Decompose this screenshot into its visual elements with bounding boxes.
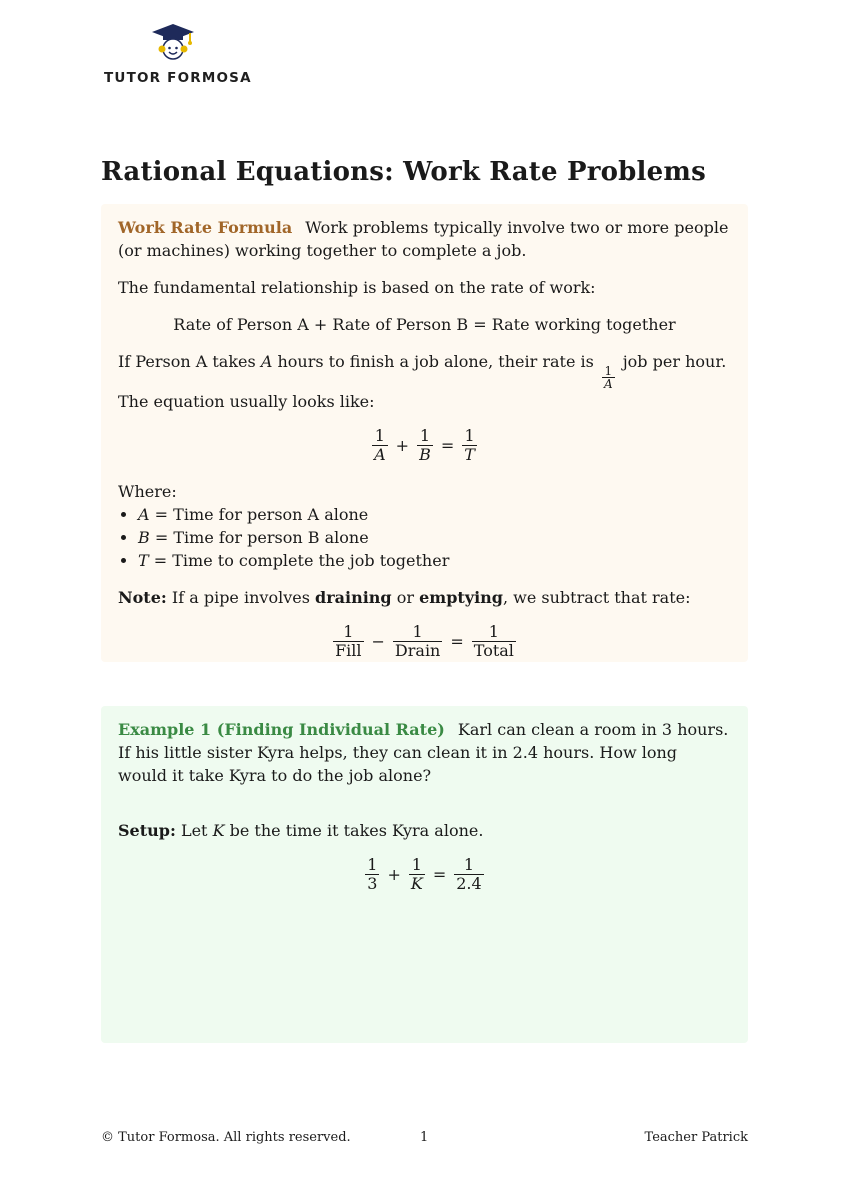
numerator: 1 bbox=[419, 426, 431, 445]
var-desc: = Time to complete the job together bbox=[153, 551, 450, 570]
rate-explanation bbox=[118, 350, 731, 413]
note-text: If a pipe involves bbox=[171, 588, 310, 607]
var-desc: = Time for person B alone bbox=[154, 528, 369, 547]
note-label: Note: bbox=[118, 588, 167, 607]
drain-equation bbox=[118, 623, 731, 660]
rate-fraction-numerator: 1 bbox=[604, 364, 613, 378]
denominator: 2.4 bbox=[456, 874, 482, 893]
rate-fraction bbox=[602, 365, 615, 390]
footer-author: Teacher Patrick bbox=[644, 1130, 748, 1145]
denominator: Total bbox=[473, 641, 514, 660]
logo-text: TUTOR FORMOSA bbox=[104, 70, 252, 86]
note-bold: draining bbox=[315, 588, 392, 607]
denominator: 3 bbox=[367, 874, 378, 893]
numerator: 1 bbox=[463, 855, 475, 874]
formula-intro-text: Work problems typically involve two or more people (or machines) working together to complete a job. bbox=[118, 218, 729, 260]
rate-fraction-denominator: A bbox=[603, 377, 613, 391]
numerator: 1 bbox=[411, 855, 422, 874]
var-symbol: A bbox=[138, 505, 150, 524]
numerator: 1 bbox=[343, 622, 354, 641]
example-problem bbox=[118, 718, 731, 787]
where-label: Where: bbox=[118, 482, 177, 501]
denominator: T bbox=[464, 445, 475, 464]
denominator: A bbox=[374, 445, 386, 464]
denominator: K bbox=[410, 874, 423, 893]
example-problem-text: Karl can clean a room in 3 hours. If his little sister Kyra helps, they can clean it in 2.4 hours. How long would it take Kyra to do the job alone? bbox=[118, 720, 729, 785]
numerator: 1 bbox=[374, 426, 385, 445]
setup-text: be the time it takes Kyra alone. bbox=[229, 821, 484, 840]
setup-label: Setup: bbox=[118, 821, 176, 840]
rate-text-after: job per hour. The equation usually looks like: bbox=[118, 352, 727, 411]
note bbox=[118, 586, 731, 609]
numerator: 1 bbox=[464, 426, 475, 445]
fraction-one-over-total bbox=[472, 623, 516, 660]
page-number: 1 bbox=[420, 1130, 429, 1145]
denominator: Drain bbox=[394, 641, 441, 660]
rate-text-mid: hours to finish a job alone, their rate is bbox=[277, 352, 594, 371]
numerator: 1 bbox=[367, 855, 378, 874]
variable-list bbox=[118, 503, 731, 572]
plus-sign: + bbox=[387, 865, 401, 884]
rate-equation: Rate of Person A + Rate of Person B = Rate working together bbox=[173, 315, 676, 334]
var-symbol: B bbox=[138, 528, 150, 547]
page-title: Rational Equations: Work Rate Problems bbox=[101, 157, 706, 187]
rate-text-before: If Person A takes bbox=[118, 352, 256, 371]
graduation-cap-mascot-icon bbox=[150, 22, 196, 62]
setup-text: Let bbox=[180, 821, 208, 840]
setup bbox=[118, 819, 731, 842]
denominator: Fill bbox=[335, 641, 362, 660]
equals-sign: = bbox=[440, 436, 455, 455]
list-item bbox=[138, 526, 731, 549]
denominator: B bbox=[419, 445, 431, 464]
note-text: or bbox=[396, 588, 414, 607]
fraction-one-over-drain bbox=[393, 623, 442, 660]
fraction-one-over-b bbox=[417, 427, 433, 464]
example-box-title: Example 1 (Finding Individual Rate) bbox=[118, 720, 445, 739]
logo bbox=[100, 22, 260, 92]
formula-box-title: Work Rate Formula bbox=[118, 218, 293, 237]
formula-intro bbox=[118, 216, 731, 262]
work-rate-formula-box bbox=[101, 204, 748, 662]
rate-var: A bbox=[260, 352, 273, 371]
list-item bbox=[138, 503, 731, 526]
note-text: , we subtract that rate: bbox=[502, 588, 691, 607]
fraction-one-over-a bbox=[372, 427, 388, 464]
fundamental-text: The fundamental relationship is based on the rate of work: bbox=[118, 278, 596, 297]
equals-sign: = bbox=[432, 865, 447, 884]
fraction-one-over-total bbox=[454, 856, 483, 893]
minus-sign: − bbox=[371, 632, 385, 651]
main-equation bbox=[118, 427, 731, 464]
var-symbol: T bbox=[138, 551, 149, 570]
setup-var: K bbox=[212, 821, 225, 840]
fraction-one-over-fill bbox=[333, 623, 363, 660]
equals-sign: = bbox=[450, 632, 464, 651]
example-equation bbox=[118, 856, 731, 893]
var-desc: = Time for person A alone bbox=[154, 505, 369, 524]
footer-copyright: © Tutor Formosa. All rights reserved. bbox=[101, 1130, 351, 1145]
fraction-one-over-three bbox=[365, 856, 379, 893]
plus-sign: + bbox=[395, 436, 410, 455]
example-1-box bbox=[101, 706, 748, 1043]
fraction-one-over-k bbox=[409, 856, 425, 893]
numerator: 1 bbox=[488, 622, 499, 641]
numerator: 1 bbox=[412, 622, 423, 641]
list-item bbox=[138, 549, 731, 572]
note-bold: emptying bbox=[419, 588, 503, 607]
fraction-one-over-t bbox=[462, 427, 477, 464]
